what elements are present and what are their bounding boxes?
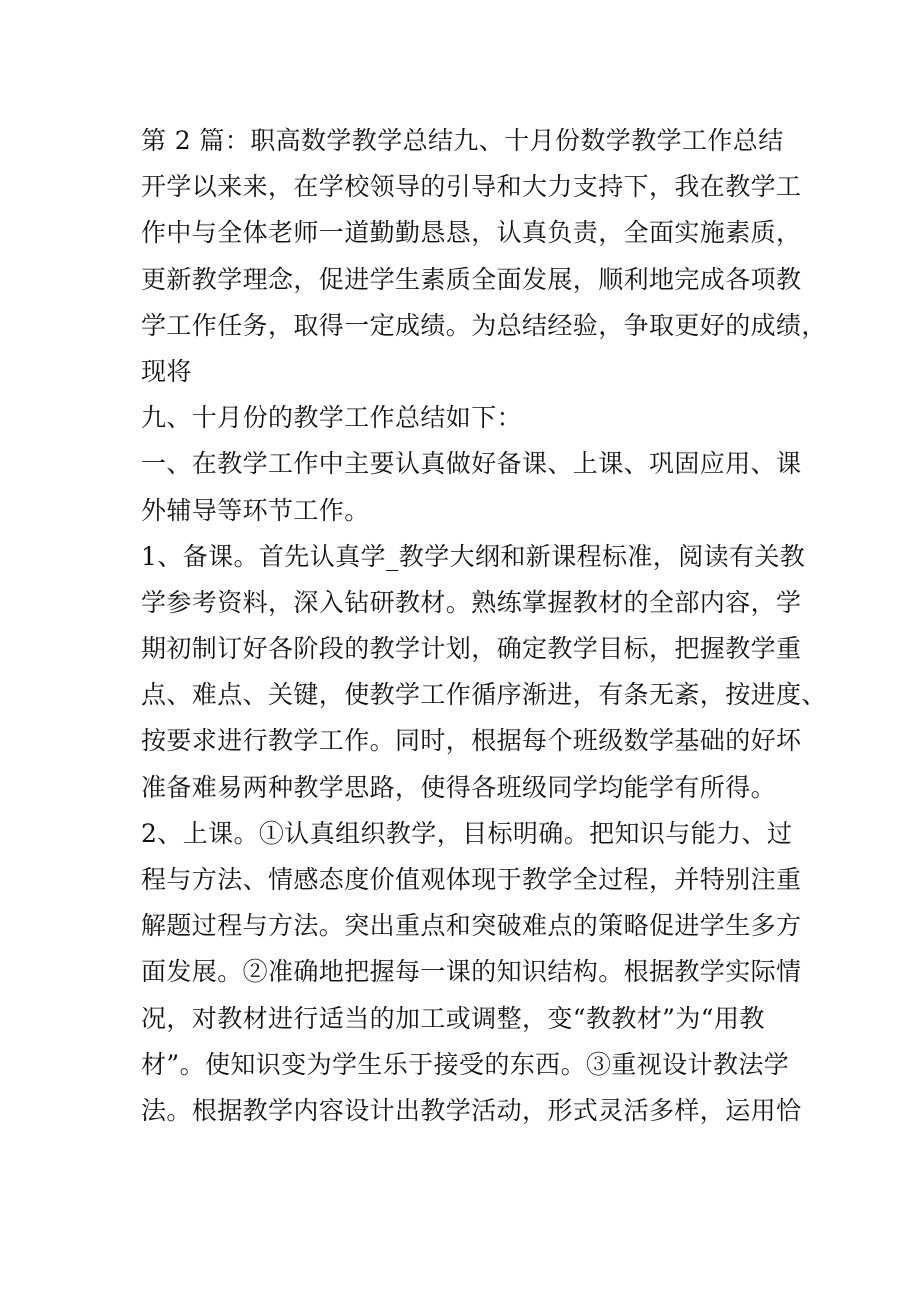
- paragraph-line: 学参考资料，深入钻研教材。熟练掌握教材的全部内容，学: [141, 587, 802, 617]
- paragraph-line: 材”。使知识变为学生乐于接受的东西。③重视设计教法学: [141, 1049, 790, 1079]
- paragraph-line: 学工作任务，取得一定成绩。为总结经验，争取更好的成绩，: [141, 310, 827, 340]
- paragraph-line: 外辅导等环节工作。: [141, 495, 370, 525]
- paragraph-line: 按要求进行教学工作。同时，根据每个班级数学基础的好坏: [141, 726, 802, 756]
- paragraph-line: 期初制订好各阶段的教学计划，确定教学目标，把握教学重: [141, 634, 802, 664]
- paragraph-line: 一、在教学工作中主要认真做好备课、上课、巩固应用、课: [141, 449, 802, 479]
- paragraph-line: 况，对教材进行适当的加工或调整，变“教教材”为“用教: [141, 1003, 765, 1033]
- paragraph-line: 2、上课。①认真组织教学，目标明确。把知识与能力、过: [141, 818, 793, 848]
- paragraph-line: 解题过程与方法。突出重点和突破难点的策略促进学生多方: [141, 911, 802, 941]
- paragraph-line: 1、备课。首先认真学_教学大纲和新课程标准，阅读有关教: [141, 541, 806, 571]
- paragraph-line: 现将: [141, 356, 192, 386]
- paragraph-line: 准备难易两种教学思路，使得各班级同学均能学有所得。: [141, 772, 777, 802]
- document-body: [141, 118, 827, 1134]
- heading-line: 第 2 篇：职高数学教学总结九、十月份数学教学工作总结: [141, 126, 784, 155]
- paragraph-line: 作中与全体老师一道勤勤恳恳，认真负责，全面实施素质，: [141, 218, 802, 248]
- paragraph-line: 九、十月份的教学工作总结如下：: [141, 403, 523, 433]
- paragraph-line: 开学以来来，在学校领导的引导和大力支持下，我在教学工: [141, 172, 802, 202]
- paragraph-line: 面发展。②准确地把握每一课的知识结构。根据教学实际情: [141, 957, 802, 987]
- paragraph-line: 点、难点、关键，使教学工作循序渐进，有条无紊，按进度、: [141, 680, 827, 710]
- paragraph-line: 法。根据教学内容设计出教学活动，形式灵活多样，运用恰: [141, 1095, 802, 1125]
- paragraph-line: 更新教学理念，促进学生素质全面发展，顺利地完成各项教: [141, 264, 802, 294]
- paragraph-line: 程与方法、情感态度价值观体现于教学全过程，并特别注重: [141, 865, 802, 894]
